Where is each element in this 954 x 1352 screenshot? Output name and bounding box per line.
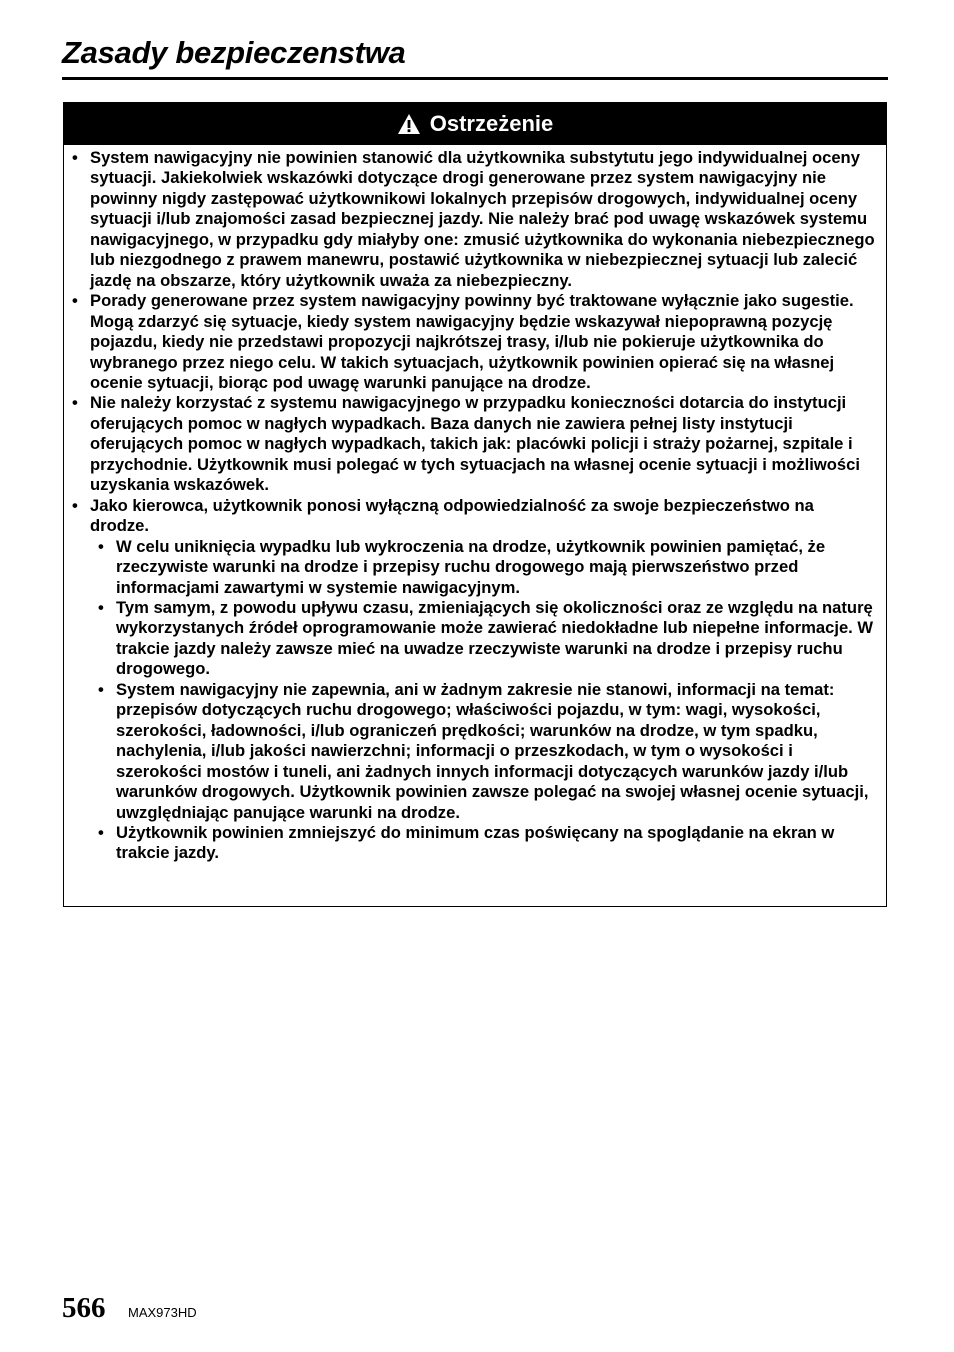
page-number: 566	[62, 1292, 106, 1324]
sub-list-item	[98, 598, 876, 680]
bullet: •	[72, 393, 78, 413]
warning-title: Ostrzeżenie	[429, 111, 554, 136]
list-item-text: Jako kierowca, użytkownik ponosi wyłączną odpowiedzialność za swoje bezpieczeństwo na drodze.	[90, 495, 814, 536]
sub-list-item-text: W celu uniknięcia wypadku lub wykroczenia na drodze, użytkownik powinien pamiętać, że rzeczywiste warunki na drodze i przepisy ruchu drogowego mają pierwszeństwo przed informacjami zawartymi w systemie nawigacyjnym.	[116, 536, 826, 597]
sub-list-item	[98, 537, 876, 598]
bullet: •	[72, 148, 78, 167]
warning-triangle-icon	[397, 113, 421, 135]
sub-list-item-text: System nawigacyjny nie zapewnia, ani w żadnym zakresie nie stanowi, informacji na temat: przepisów dotyczących ruchu drogowego; właściwości pojazdu, w tym: wagi, wysokości, szerokości, ładowności, i/lub ograniczeń prędkości; warunków na drodze, w tym spadku, nachylenia, i/lub jakości nawierzchni; informacji o przeszkodach, w tym o wysokości i szerokości mostów i tuneli, ani żadnych innych informacji dotyczących warunków jazdy i/lub warunków drogowych. Użytkownik powinien zawsze polegać na swojej własnej ocenie sytuacji, uwzględniając panujące warunki na drodze.	[116, 679, 869, 822]
bullet: •	[98, 822, 104, 842]
bullet: •	[98, 536, 104, 556]
model-name: MAX973HD	[128, 1305, 197, 1320]
sub-list-item	[98, 823, 876, 864]
sub-list-item-text: Użytkownik powinien zmniejszyć do minimum czas poświęcany na spoglądanie na ekran w trakcie jazdy.	[116, 822, 835, 863]
sub-list-item-text: Tym samym, z powodu upływu czasu, zmieniających się okoliczności oraz ze względu na naturę wykorzystanych źródeł oprogramowanie może zawierać niedokładne lub niepełne informacje. W trakcie jazdy należy zawsze mieć na uwadze rzeczywiste warunki na drodze i przepisy ruchu drogowego.	[116, 597, 874, 679]
list-item	[72, 393, 876, 495]
bullet: •	[98, 597, 104, 617]
warning-list	[72, 148, 876, 864]
warning-body	[64, 145, 886, 864]
list-item-text: Porady generowane przez system nawigacyjny powinny być traktowane wyłącznie jako sugestie. Mogą zdarzyć się sytuacje, kiedy system nawigacyjny będzie wskazywał niepoprawną pozycję pojazdu, kiedy nie przedstawi propozycji najkrótszej trasy, i/lub nie pokieruje użytkownika do wybranego przez niego celu. W takich sytuacjach, użytkownik powinien opierać się na własnej ocenie sytuacji, biorąc pod uwagę warunki panujące na drodze.	[90, 291, 854, 392]
list-item	[72, 148, 876, 291]
list-item-text: System nawigacyjny nie powinien stanowić dla użytkownika substytutu jego indywidualnej oceny sytuacji. Jakiekolwiek wskazówki dotyczące drogi generowane przez system nawigacyjny nie powinny nigdy zastępować użytkownikowi lokalnych przepisów drogowych, indywidualnej oceny sytuacji i/lub znajomości zasad bezpiecznej jazdy. Nie należy brać pod uwagę wskazówek systemu nawigacyjnego, w przypadku gdy miałyby one: zmusić użytkownika do wykonania niebezpiecznego lub niezgodnego z prawem manewru, postawić użytkownika w niebezpiecznej sytuacji lub zalecić jazdę na obszarze, który użytkownik uważa za niebezpieczny.	[90, 148, 875, 290]
list-item	[72, 291, 876, 393]
page-title: Zasady bezpieczenstwa	[62, 35, 406, 70]
warning-header	[64, 103, 886, 145]
warning-box	[63, 102, 887, 907]
bullet: •	[72, 495, 78, 515]
list-item	[72, 496, 876, 864]
bullet: •	[72, 291, 78, 311]
list-item-text: Nie należy korzystać z systemu nawigacyjnego w przypadku konieczności dotarcia do instytucji oferujących pomoc w nagłych wypadkach. Baza danych nie zawiera pełnej listy instytucji oferujących pomoc w nagłych wypadkach, takich jak: placówki policji i straży pożarnej, szpitale i przychodnie. Użytkownik musi polegać w tych sytuacjach na własnej ocenie sytuacji i możliwości uzyskania wskazówek.	[90, 393, 860, 495]
title-divider	[62, 77, 888, 80]
sub-list-item	[98, 680, 876, 823]
bullet: •	[98, 679, 104, 699]
warning-sublist	[98, 537, 876, 864]
